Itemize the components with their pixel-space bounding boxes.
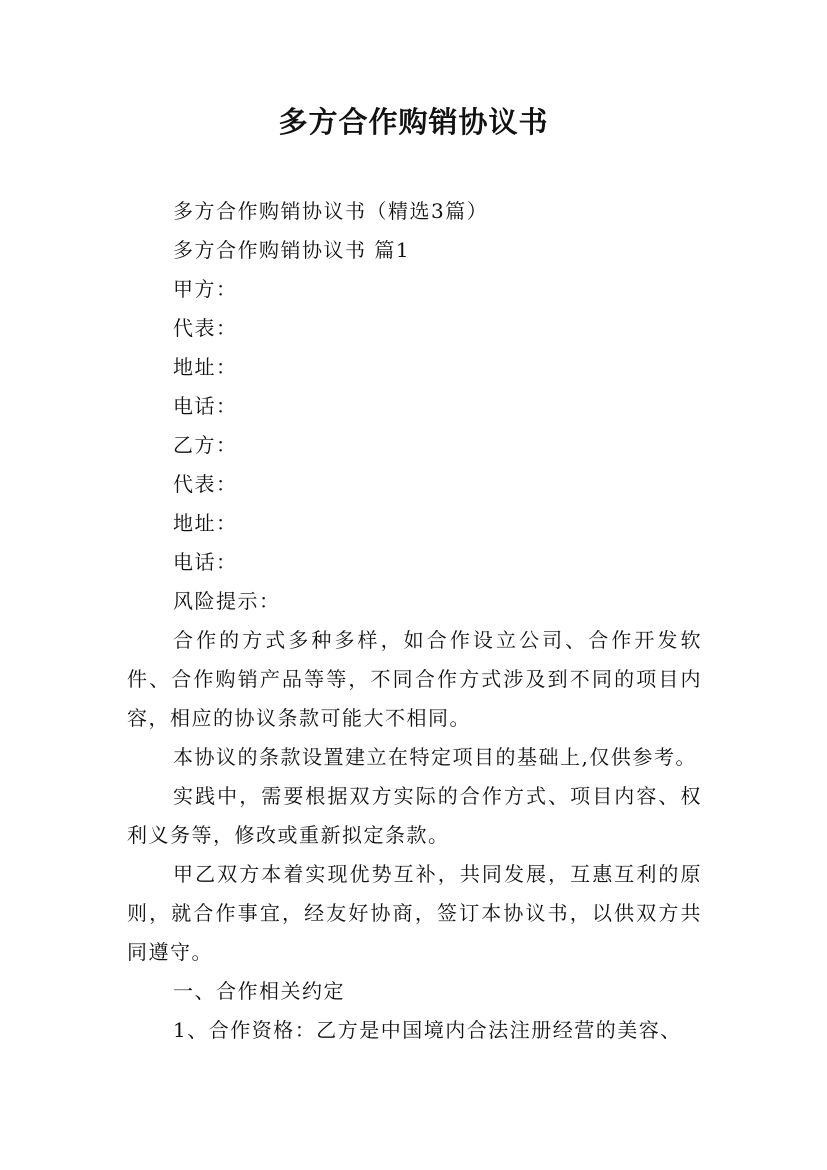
paragraph-reference-only: 本协议的条款设置建立在特定项目的基础上,仅供参考。	[173, 745, 697, 769]
paragraph-risk-notice: 风险提示：	[173, 589, 281, 613]
document-body	[127, 192, 702, 1050]
paragraph-party-a-address: 地址：	[173, 355, 238, 379]
paragraph-article-heading: 多方合作购销协议书 篇1	[173, 238, 411, 262]
paragraph-party-a: 甲方：	[173, 277, 238, 301]
paragraph-clause-1: 1、合作资格：乙方是中国境内合法注册经营的美容、	[173, 1018, 682, 1042]
paragraph-party-a-phone: 电话：	[173, 394, 238, 418]
paragraph-principle: 甲乙双方本着实现优势互补，共同发展，互惠互利的原则，就合作事宜，经友好协商，签订本协议书，以供双方共同遵守。	[127, 862, 702, 964]
paragraph-party-b-representative: 代表：	[173, 472, 238, 496]
paragraph-party-b-address: 地址：	[173, 511, 238, 535]
paragraph-practice: 实践中，需要根据双方实际的合作方式、项目内容、权利义务等，修改或重新拟定条款。	[127, 784, 702, 847]
paragraph-party-b-phone: 电话：	[173, 550, 238, 574]
paragraph-cooperation-methods: 合作的方式多种多样，如合作设立公司、合作开发软件、合作购销产品等等，不同合作方式涉及到不同的项目内容，相应的协议条款可能大不相同。	[127, 628, 702, 730]
paragraph-party-a-representative: 代表：	[173, 316, 238, 340]
document-title: 多方合作购销协议书	[278, 105, 549, 139]
paragraph-section-heading: 一、合作相关约定	[173, 979, 345, 1003]
paragraph-collection-heading: 多方合作购销协议书（精选3篇）	[173, 199, 489, 223]
paragraph-party-b: 乙方：	[173, 433, 238, 457]
